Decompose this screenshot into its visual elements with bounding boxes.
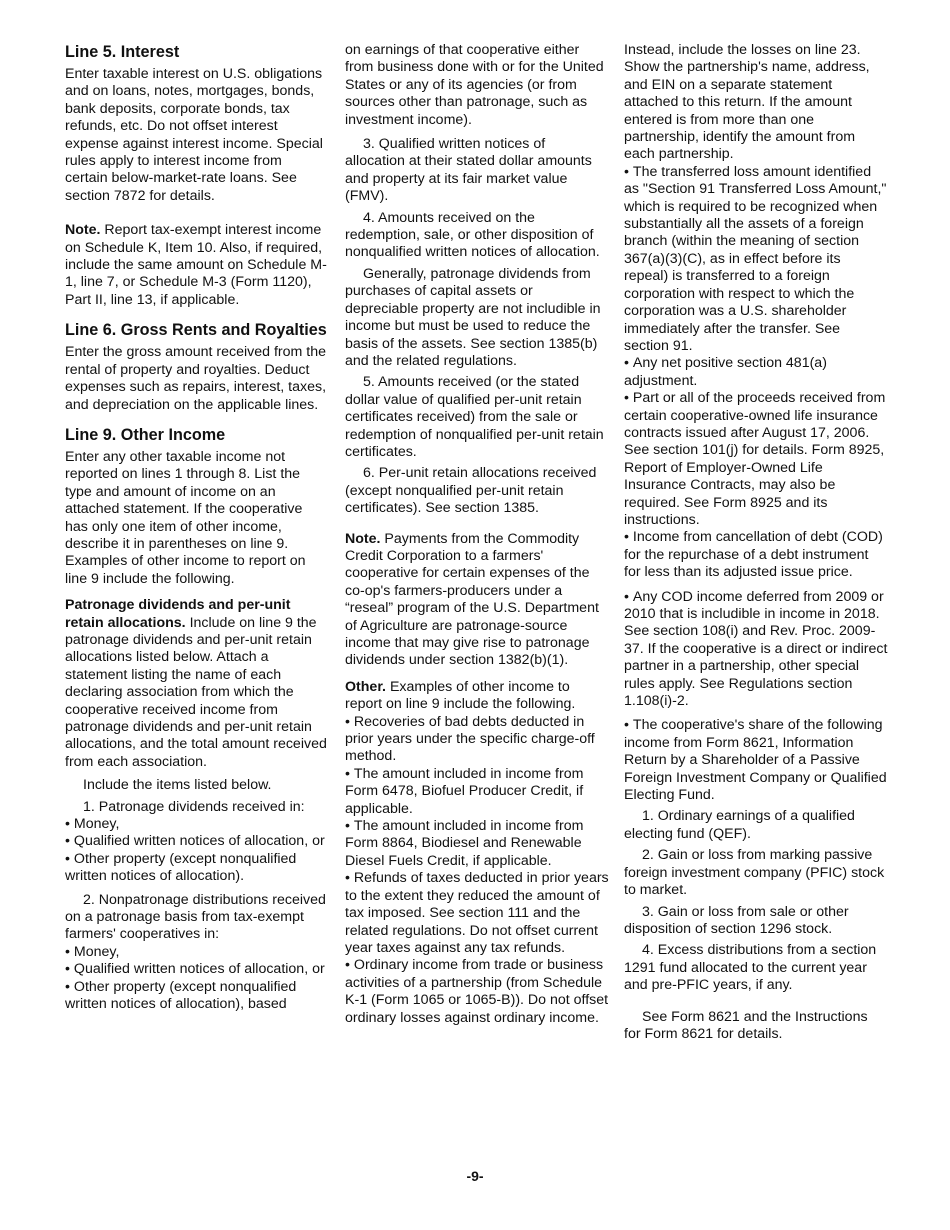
- item2: 2. Nonpatronage distributions received on a patronage basis from tax-exempt farmers' cooperatives in:: [65, 891, 326, 943]
- pfic-item3: 3. Gain or loss from sale or other disposition of section 1296 stock.: [624, 903, 849, 937]
- item1: 1. Patronage dividends received in:: [83, 798, 305, 815]
- item1-bullet: • Other property (except nonqualified written notices of allocation).: [65, 851, 327, 886]
- item2-bullet: • Other property (except nonqualified written notices of allocation), based: [65, 979, 327, 1014]
- patronage-text: Include on line 9 the patronage dividends and per-unit retain allocations listed below. Attach a statement listing the name of each declaring association from which the cooperative received income from patronage dividends and per-unit retain allocations, and the total amount received from each association.: [65, 614, 327, 770]
- line6-text: Enter the gross amount received from the rental of property and royalties. Deduct expenses such as repairs, interest, taxes, and depreciation on the applicable lines.: [65, 344, 327, 413]
- pfic-item2: 2. Gain or loss from marking passive foreign investment company (PFIC) stock to market.: [624, 847, 885, 899]
- other-bullet: • The amount included in income from Form 6478, Biofuel Producer Credit, if applicable.: [345, 766, 609, 818]
- pfic-item4: 4. Excess distributions from a section 1291 fund allocated to the current year and pre-PFIC years, if any.: [624, 942, 877, 994]
- other-bullet: • The amount included in income from Form 8864, Biodiesel and Renewable Diesel Fuels Credit, if applicable.: [345, 818, 609, 870]
- other-label: Other.: [345, 678, 386, 695]
- line9-text: Enter any other taxable income not reported on lines 1 through 8. List the type and amount of income on an attached statement. If the cooperative has only one item of other income, describe it in parentheses on line 9. Examples of other income to report on line 9 include the following.: [65, 448, 306, 587]
- item2-bullet: • Qualified written notices of allocation, or: [65, 961, 327, 978]
- item3: 3. Qualified written notices of allocation at their stated dollar amounts and property at its fair market value (FMV).: [345, 136, 592, 205]
- item6: 6. Per-unit retain allocations received (except nonqualified per-unit retain certificates). See section 1385.: [345, 465, 597, 517]
- include-items: Include the items listed below.: [83, 777, 272, 794]
- item4: 4. Amounts received on the redemption, sale, or other disposition of nonqualified written notices of allocation.: [345, 209, 600, 261]
- item1-bullet: • Money,: [65, 816, 327, 833]
- continued-text: on earnings of that cooperative either from business done with or for the United States or any of its agencies (or from sources other than patronage, such as investment income).: [345, 42, 604, 128]
- line6-heading: Line 6. Gross Rents and Royalties: [65, 321, 327, 340]
- pfic-item1: 1. Ordinary earnings of a qualified electing fund (QEF).: [624, 808, 855, 842]
- note-label: Note.: [345, 530, 381, 547]
- other-bullet: • Refunds of taxes deducted in prior years to the extent they reduced the amount of tax imposed. See section 111 and the related regulations. Do not offset current year taxes against any tax refunds.: [345, 870, 609, 957]
- generally-paragraph: Generally, patronage dividends from purchases of capital assets or depreciable property are not includible in income but must be used to reduce the basis of the assets. See section 1385(b) and the related regulations.: [345, 265, 601, 369]
- column-3: [624, 42, 888, 1043]
- other-bullet: • Income from cancellation of debt (COD) for the repurchase of a debt instrument for less than its adjusted issue price.: [624, 529, 888, 581]
- see-form-8621: See Form 8621 and the Instructions for Form 8621 for details.: [624, 1008, 868, 1042]
- line9-heading: Line 9. Other Income: [65, 425, 226, 444]
- column-1: [65, 42, 327, 1014]
- note-text: Payments from the Commodity Credit Corporation to a farmers' cooperative for certain expenses of the co-op's farmers-producers under a “reseal” program of the U.S. Department of Agriculture are patronage-source income that may give rise to patronage dividends under section 1382(b)(1).: [345, 530, 599, 669]
- other-paragraph: [345, 679, 609, 714]
- item1-bullet: • Qualified written notices of allocation, or: [65, 833, 327, 850]
- line5-heading: Line 5. Interest: [65, 43, 180, 61]
- other-bullet: • Recoveries of bad debts deducted in prior years under the specific charge-off method.: [345, 714, 609, 766]
- patronage-paragraph: [65, 597, 327, 771]
- note-label: Note.: [65, 222, 101, 239]
- item2-bullet: • Money,: [65, 944, 327, 961]
- column-2: [345, 42, 609, 1027]
- cod-bullet: • Any COD income deferred from 2009 or 2010 that is includible in income in 2018. See section 108(i) and Rev. Proc. 2009-37. If the cooperative is a direct or indirect partner in a partnership, other special rules apply. See Regulations section 1.108(i)-2.: [624, 589, 888, 711]
- other-bullet: • The transferred loss amount identified as "Section 91 Transferred Loss Amount," which is required to be recognized when substantially all the assets of a foreign branch (within the meaning of section 367(a)(3)(C), as in effect before its repeal) is transferred to a foreign corporation with respect to which the corporation was a U.S. shareholder immediately after the transfer. See section 91.: [624, 164, 888, 355]
- line5-text: Enter taxable interest on U.S. obligations and on loans, notes, mortgages, bonds, bank deposits, corporate bonds, tax refunds, etc. Do not offset interest expense against interest income. Special rules apply to interest income from certain below-market-rate loans. See section 7872 for details.: [65, 66, 323, 204]
- patronage-label: Patronage dividends and per-unit retain allocations.: [65, 597, 291, 631]
- other-bullet: • Part or all of the proceeds received from certain cooperative-owned life insurance contracts issued after August 17, 2006. See section 101(j) for details. Form 8925, Report of Employer-Owned Life Insurance Contracts, may also be required. See Form 8925 and its instructions.: [624, 390, 888, 529]
- note-paragraph: [65, 222, 327, 309]
- other-bullet: • Ordinary income from trade or business activities of a partnership (from Schedule K-1 (Form 1065 or 1065-B)). Do not offset ordinary losses against ordinary income.: [345, 957, 609, 1027]
- note-text: Report tax-exempt interest income on Schedule K, Item 10. Also, if required, include the same amount on Schedule M-1, line 7, or Schedule M-3 (Form 1120), Part II, line 13, if applicable.: [65, 222, 327, 308]
- item5: 5. Amounts received (or the stated dollar value of qualified per-unit retain certificates received) from the sale or redemption of nonqualified per-unit retain certificates.: [345, 374, 604, 460]
- pfic-bullet: • The cooperative's share of the following income from Form 8621, Information Return by a Shareholder of a Passive Foreign Investment Company or Qualified Electing Fund.: [624, 717, 888, 804]
- continued-text: Instead, include the losses on line 23. Show the partnership's name, address, and EIN on a separate statement attached to this return. If the amount entered is from more than one partnership, identify the amount from each partnership.: [624, 42, 870, 163]
- page-number: -9-: [466, 1168, 484, 1184]
- other-text: Examples of other income to report on line 9 include the following.: [345, 678, 576, 713]
- ccc-note-paragraph: [345, 531, 609, 670]
- other-bullet: • Any net positive section 481(a) adjustment.: [624, 355, 888, 390]
